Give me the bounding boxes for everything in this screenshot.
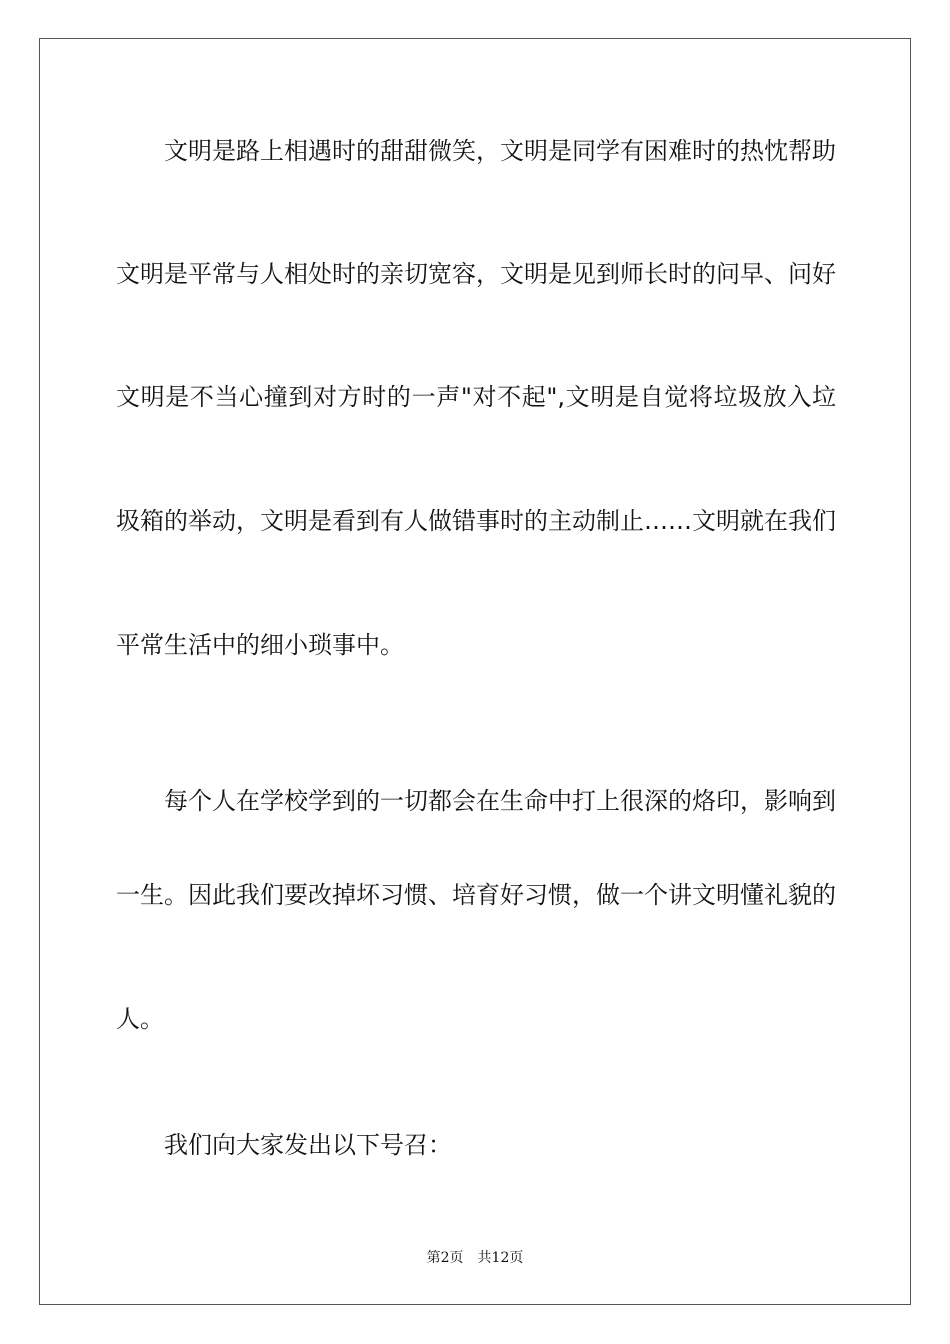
page-footer (0, 1247, 950, 1267)
paragraph-line: 文明是路上相遇时的甜甜微笑，文明是同学有困难时的热忱帮助 (164, 137, 836, 165)
paragraph-line: 我们向大家发出以下号召： (164, 1131, 452, 1159)
paragraph-line: 文明是平常与人相处时的亲切宽容，文明是见到师长时的问早、问好 (116, 260, 836, 288)
paragraph-line: 平常生活中的细小琐事中。 (116, 631, 404, 659)
paragraph-line: 每个人在学校学到的一切都会在生命中打上很深的烙印，影响到 (164, 787, 836, 815)
paragraph-line: 一生。因此我们要改掉坏习惯、培育好习惯，做一个讲文明懂礼貌的 (116, 881, 836, 909)
paragraph-line: 圾箱的举动，文明是看到有人做错事时的主动制止……文明就在我们 (116, 507, 836, 535)
page-number: 第2页 (426, 1250, 464, 1266)
paragraph-line: 人。 (116, 1005, 164, 1033)
page-border (39, 38, 911, 1305)
paragraph-line: 文明是不当心撞到对方时的一声"对不起",文明是自觉将垃圾放入垃 (116, 383, 836, 411)
page-total: 共12页 (477, 1250, 524, 1266)
